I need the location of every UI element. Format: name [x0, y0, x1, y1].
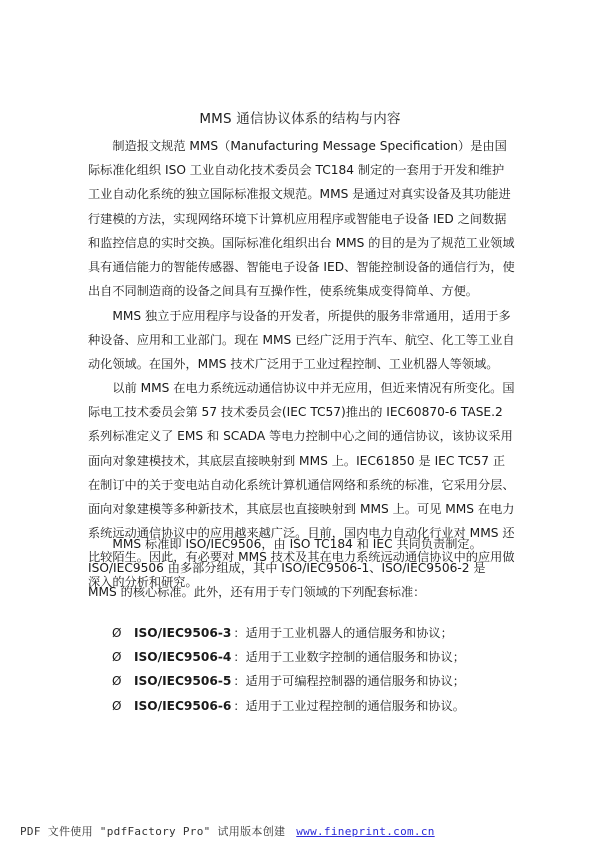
- standards-list: [112, 621, 532, 718]
- standard-code: ISO/IEC9506-5: [134, 674, 232, 689]
- paragraph-mms-definition: [88, 134, 515, 303]
- page-title: MMS 通信协议体系的结构与内容: [199, 111, 401, 127]
- paragraph-text: MMS 标准即 ISO/IEC9506，由 ISO TC184 和 IEC 共同负责制定。ISO/IEC9506 由多部分组成，其中 ISO/IEC9506-1、ISO/IEC9506-2 是 MMS 的核心标准。此外，还有用于专门领域的下列配套标准：: [88, 537, 486, 600]
- standard-description: ：适用于工业机器人的通信服务和协议；: [233, 626, 453, 640]
- paragraph-mms-applications: [88, 304, 515, 377]
- standard-code: ISO/IEC9506-4: [134, 650, 232, 665]
- bullet-icon: Ø: [112, 674, 122, 689]
- pdf-footer: [20, 823, 435, 839]
- list-item: [112, 621, 532, 645]
- bullet-icon: Ø: [112, 698, 122, 713]
- standard-description: ：适用于工业数字控制的通信服务和协议；: [233, 650, 465, 665]
- paragraph-mms-standard: [88, 532, 515, 605]
- list-item: [112, 669, 532, 693]
- paragraph-text: 以前 MMS 在电力系统远动通信协议中并无应用，但近来情况有所变化。国际电工技术委员会第 57 技术委员会(IEC TC57)推出的 IEC60870-6 TASE.2 系列标准定义了 EMS 和 SCADA 等电力控制中心之间的通信协议，该协议采用面向对象建模技术，其底层直接映射到 MMS 上。IEC61850 是 IEC TC57 正在制订中的关于变电站自动化系统计算机通信网络和系统的标准，它采用分层、面向对象建模等多种新技术，其底层也直接映射到 MMS 上。可见 MMS 在电力系统远动通信协议中的应用越来越广泛。目前，国内电力自动化行业对 MMS 还比较陌生。因此，有必要对 MMS 技术及其在电力系统远动通信协议中的应用做深入的分析和研究。: [88, 381, 515, 589]
- paragraph-text: MMS 独立于应用程序与设备的开发者，所提供的服务非常通用，适用于多种设备、应用和工业部门。现在 MMS 已经广泛用于汽车、航空、化工等工业自动化领域。在国外，MMS 技术广泛用于工业过程控制、工业机器人等领域。: [88, 309, 515, 372]
- list-item: [112, 645, 532, 669]
- paragraph-text: 制造报文规范 MMS（Manufacturing Message Specification）是由国际标准化组织 ISO 工业自动化技术委员会 TC184 制定的一套用于开发和维护工业自动化系统的独立国际标准报文规范。MMS 是通过对真实设备及其功能进行建模的方法，实现网络环境下计算机应用程序或智能电子设备 IED 之间数据和监控信息的实时交换。国际标准化组织出台 MMS 的目的是为了规范工业领域具有通信能力的智能传感器、智能电子设备 IED、智能控制设备的通信行为，使出自不同制造商的设备之间具有互操作性，使系统集成变得简单、方便。: [88, 139, 515, 299]
- standard-code: ISO/IEC9506-6: [134, 698, 232, 713]
- footer-text: PDF 文件使用 "pdfFactory Pro" 试用版本创建: [20, 825, 286, 838]
- standard-description: ：适用于工业过程控制的通信服务和协议。: [233, 698, 465, 713]
- list-item: [112, 694, 532, 718]
- bullet-icon: Ø: [112, 650, 122, 665]
- bullet-icon: Ø: [112, 626, 122, 640]
- standard-description: ：适用于可编程控制器的通信服务和协议；: [233, 674, 465, 689]
- standard-code: ISO/IEC9506-3: [134, 626, 232, 640]
- footer-link[interactable]: www.fineprint.com.cn: [296, 825, 435, 838]
